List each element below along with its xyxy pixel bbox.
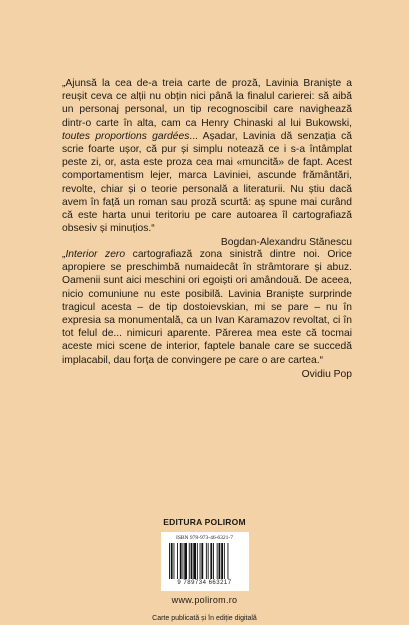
quote-stanescu <box>62 77 352 250</box>
publisher-website: www.polirom.ro <box>171 595 238 605</box>
quote-pop <box>62 248 352 381</box>
quote-text: „Ajunsă la cea de-a treia carte de proză, Lavinia Braniște a reușit ceva ce alții nu obțin nici până la finalul carierei: să aibă un personaj personal, un tip recognoscibil care navighează dintr-o carte în alta, cam ca Henry Chinaski al lui Bukowski, toutes proportions gardées... Așadar, Lavinia dă senzația că scrie foarte ușor, că pur și simplu notează ce i s-a întâmplat peste zi, or, asta este proza cea mai «muncită» de fapt. Acest comportamentism lejer, marca Laviniei, ascunde frământări, revolte, chiar și o teorie personală a literaturii. Nu știu dacă avem în față un roman sau proză scurtă: aș spune mai curând că este harta unui teritoriu pe care autoarea îl cartografiază obsesiv și minuțios.“ <box>62 78 352 235</box>
quote-author: Ovidiu Pop <box>301 368 352 380</box>
quote-author: Bogdan-Alexandru Stănescu <box>220 237 352 249</box>
publisher-block <box>0 517 409 622</box>
barcode-number: 9 789734 663217 <box>177 580 232 586</box>
isbn-label: ISBN 978-973-46-6321-7 <box>176 535 233 541</box>
digital-edition-note: Carte publicată și în ediție digitală <box>152 615 257 622</box>
barcode-box <box>161 532 249 591</box>
barcode-icon <box>169 543 243 579</box>
quote-text: „Interior zero cartografiază zona sinistră dintre noi. Orice apropiere se preschimbă numaidecât în strâmtorare și abuz. Oamenii sunt aici meschini ori egoiști ori amândouă. De aceea, nicio comuniune nu este posibilă. Lavinia Braniște surprinde tragicul acesta – de tip dostoievskian, mi se pare – nu în expresia sa monumentală, ca un Ivan Karamazov revoltat, ci în tot felul de... nimicuri aparente. Părerea mea este că tocmai aceste mici scene de interior, faptele banale care se succedă implacabil, dau forța de convingere pe care o are cartea.“ <box>62 249 352 366</box>
publisher-name: EDITURA POLIROM <box>163 517 246 527</box>
